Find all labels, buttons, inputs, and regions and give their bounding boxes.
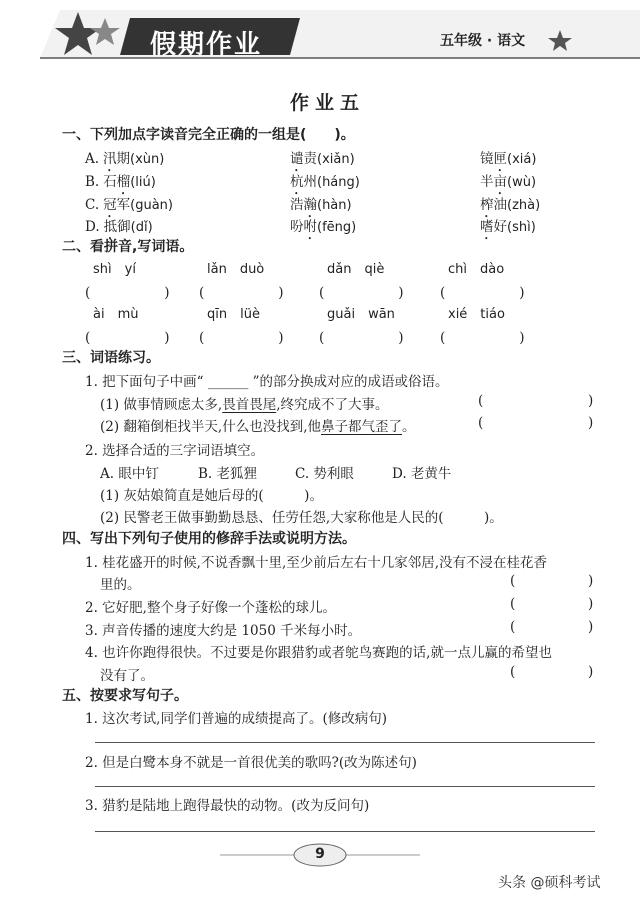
answer-line[interactable] xyxy=(95,786,595,787)
word: 吩咐 xyxy=(290,219,317,235)
answer-line[interactable] xyxy=(95,742,595,743)
section-4-heading: 四、写出下列句子使用的修辞手法或说明方法。 xyxy=(62,531,356,547)
question-3-1: 1. 把下面句子中画“ ______ ”的部分换成对应的成语或俗语。 xyxy=(85,374,449,390)
pinyin-prompt: dǎn qiè xyxy=(327,262,385,277)
word: 半亩 xyxy=(480,174,507,190)
question-5-1: 1. 这次考试,同学们普遍的成绩提高了。(修改病句) xyxy=(85,711,387,727)
option-label: C. xyxy=(85,197,100,213)
question-4-4-cont: 没有了。 xyxy=(100,668,154,684)
question-5-2: 2. 但是白鹭本身不就是一首很优美的歌吗?(改为陈述句) xyxy=(85,755,417,771)
answer-paren-open[interactable]: ( xyxy=(478,415,484,431)
pinyin: (guàn) xyxy=(130,198,173,213)
pinyin: (fēng) xyxy=(317,220,357,235)
answer-paren-close: ) xyxy=(588,619,594,635)
question-3-2: 2. 选择合适的三字词语填空。 xyxy=(85,443,265,459)
section-5-heading: 五、按要求写句子。 xyxy=(62,688,188,704)
pinyin: (zhà) xyxy=(507,198,541,213)
answer-blank[interactable]: ( ) xyxy=(199,330,288,346)
section-1-heading: 一、下列加点字读音完全正确的一组是( )。 xyxy=(62,127,355,143)
answer-option-item xyxy=(480,215,536,243)
answer-blank[interactable]: ( ) xyxy=(319,330,408,346)
grade-subject: 五年级 · 语文 xyxy=(440,33,526,49)
pinyin-prompt: guǎi wān xyxy=(327,307,395,322)
pinyin-prompt: ài mù xyxy=(93,307,139,322)
pinyin: (xiá) xyxy=(507,152,537,167)
answer-paren-close: ) xyxy=(588,415,594,431)
pinyin-prompt: xié tiáo xyxy=(448,307,505,322)
answer-blank[interactable]: ( ) xyxy=(440,330,529,346)
pinyin: (wù) xyxy=(507,175,537,190)
answer-paren-close: ) xyxy=(588,664,594,680)
question-3-2-1: (1) 灰姑娘简直是她后母的( )。 xyxy=(100,488,323,504)
word: 冠军 xyxy=(103,197,131,213)
pinyin: (dǐ) xyxy=(130,220,153,235)
section-3-heading: 三、词语练习。 xyxy=(62,350,160,366)
option-label: B. xyxy=(85,174,100,190)
option-d: D. 老黄牛 xyxy=(392,466,452,482)
pinyin: (háng) xyxy=(317,175,360,190)
page-number: 9 xyxy=(315,846,325,862)
word: 谴责 xyxy=(290,151,317,167)
question-3-1-1 xyxy=(100,393,389,413)
answer-paren-open[interactable]: ( xyxy=(510,664,516,680)
pinyin: (xiǎn) xyxy=(317,152,355,167)
question-3-1-2 xyxy=(100,415,416,435)
pinyin: (shì) xyxy=(507,220,536,235)
word: 镜匣 xyxy=(480,151,507,167)
option-c: C. 势利眼 xyxy=(295,466,354,482)
word: 榨油 xyxy=(480,197,507,213)
option-b: B. 老狐狸 xyxy=(198,466,258,482)
pinyin: (xùn) xyxy=(130,152,165,167)
answer-blank[interactable]: ( ) xyxy=(440,285,529,301)
answer-blank[interactable]: ( ) xyxy=(85,330,174,346)
option-label: A. xyxy=(85,151,100,167)
pinyin-prompt: qīn lüè xyxy=(207,307,260,322)
text: (1) 做事情顾虑太多, xyxy=(100,397,223,413)
option-a: A. 眼中钉 xyxy=(100,466,159,482)
question-4-3: 3. 声音传播的速度大约是 1050 千米每小时。 xyxy=(85,623,362,639)
answer-paren-open[interactable]: ( xyxy=(510,596,516,612)
word: 嗜好 xyxy=(480,219,507,235)
answer-blank[interactable]: ( ) xyxy=(85,285,174,301)
question-4-4: 4. 也许你跑得很快。不过要是你跟猎豹或者鸵鸟赛跑的话,就一点儿赢的希望也 xyxy=(85,645,552,661)
word: 石榴 xyxy=(103,174,131,190)
answer-paren-close: ) xyxy=(588,393,594,409)
text: ,终究成不了大事。 xyxy=(276,397,389,413)
answer-option-item xyxy=(290,215,356,243)
pinyin-prompt: shì yí xyxy=(93,262,136,277)
answer-line[interactable] xyxy=(95,831,595,832)
question-3-2-2: (2) 民警老王做事勤勤恳恳、任劳任怨,大家称他是人民的( )。 xyxy=(100,510,503,526)
question-4-1: 1. 桂花盛开的时候,不说香飘十里,至少前后左右十几家邻居,没有不浸在桂花香 xyxy=(85,555,548,571)
pinyin-prompt: lǎn duò xyxy=(207,262,265,277)
answer-paren-close: ) xyxy=(588,596,594,612)
answer-paren-open[interactable]: ( xyxy=(510,619,516,635)
answer-paren-open[interactable]: ( xyxy=(510,573,516,589)
answer-blank[interactable]: ( ) xyxy=(199,285,288,301)
page-title: 作业五 xyxy=(290,92,366,114)
word: 汛期 xyxy=(103,151,131,167)
answer-option-item xyxy=(85,215,153,243)
question-5-3: 3. 猎豹是陆地上跑得最快的动物。(改为反问句) xyxy=(85,798,370,814)
answer-blank[interactable]: ( ) xyxy=(319,285,408,301)
header-banner xyxy=(0,0,640,62)
option-label: D. xyxy=(85,219,100,235)
watermark: 头条 @硕科考试 xyxy=(498,875,601,891)
question-4-2: 2. 它好肥,整个身子好像一个蓬松的球儿。 xyxy=(85,600,336,616)
text: 。 xyxy=(402,419,416,435)
underlined-phrase: 鼻子都气歪了 xyxy=(321,419,402,435)
section-2-heading: 二、看拼音,写词语。 xyxy=(62,239,194,255)
answer-paren-close: ) xyxy=(588,573,594,589)
pinyin: (hàn) xyxy=(317,198,352,213)
underlined-phrase: 畏首畏尾 xyxy=(222,397,277,413)
question-4-1-cont: 里的。 xyxy=(100,577,141,593)
word: 杭州 xyxy=(290,174,317,190)
answer-paren-open[interactable]: ( xyxy=(478,393,484,409)
logo-text: 假期作业 xyxy=(150,30,263,60)
word: 抵御 xyxy=(103,219,131,235)
text: (2) 翻箱倒柜找半天,什么也没找到,他 xyxy=(100,419,321,435)
word: 浩瀚 xyxy=(290,197,317,213)
pinyin-prompt: chì dào xyxy=(448,262,505,277)
pinyin: (liú) xyxy=(130,175,156,190)
